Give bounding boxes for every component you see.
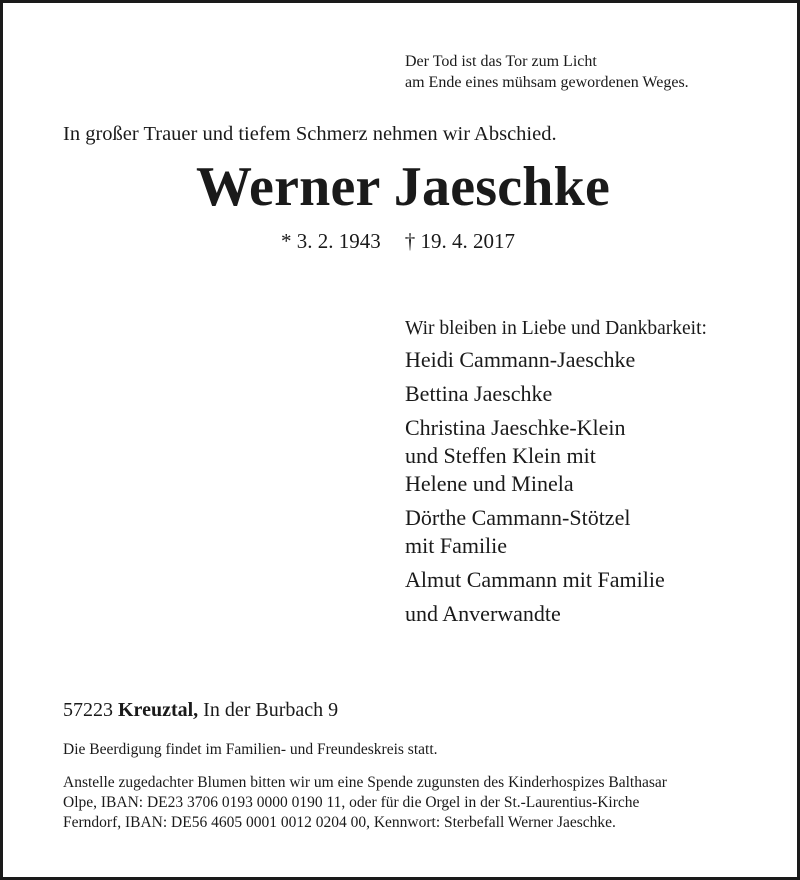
motto-line-2: am Ende eines mühsam gewordenen Weges. xyxy=(405,74,689,91)
mourner-entry xyxy=(405,504,665,560)
address-zip: 57223 xyxy=(63,699,113,721)
deceased-name: Werner Jaeschke xyxy=(195,156,611,218)
mourner-line: Helene und Minela xyxy=(405,471,574,496)
mourner-entry xyxy=(405,380,665,408)
mourner-line: und Anverwandte xyxy=(405,601,561,626)
donation-line: Olpe, IBAN: DE23 3706 0193 0000 0190 11, oder für die Orgel in der St.-Laurentius-Kirche xyxy=(63,794,640,811)
funeral-note: Die Beerdigung findet im Familien- und Freundeskreis statt. xyxy=(63,741,438,758)
mourner-entry xyxy=(405,566,665,594)
motto-quote xyxy=(405,51,689,93)
life-dates xyxy=(281,228,515,254)
mourner-entry xyxy=(405,414,665,498)
birth-date: * 3. 2. 1943 xyxy=(281,229,381,253)
mourner-line: und Steffen Klein mit xyxy=(405,443,596,468)
intro-text: In großer Trauer und tiefem Schmerz nehmen wir Abschied. xyxy=(63,123,557,145)
mourner-line: Dörthe Cammann-Stötzel xyxy=(405,505,631,530)
donation-note xyxy=(63,773,763,833)
mourners-list xyxy=(405,346,665,634)
mourner-line: Christina Jaeschke-Klein xyxy=(405,415,626,440)
address xyxy=(63,697,338,723)
mourner-line: mit Familie xyxy=(405,533,508,558)
mourner-entry xyxy=(405,346,665,374)
death-date: † 19. 4. 2017 xyxy=(404,229,515,253)
address-city: Kreuztal, xyxy=(118,699,199,721)
family-intro: Wir bleiben in Liebe und Dankbarkeit: xyxy=(405,318,707,339)
mourner-line: Almut Cammann mit Familie xyxy=(405,567,665,592)
donation-line: Ferndorf, IBAN: DE56 4605 0001 0012 0204 00, Kennwort: Sterbefall Werner Jaeschke. xyxy=(63,814,616,831)
mourner-line: Bettina Jaeschke xyxy=(405,381,553,406)
donation-line: Anstelle zugedachter Blumen bitten wir um eine Spende zugunsten des Kinderhospizes Balthasar xyxy=(63,774,667,791)
address-street: In der Burbach 9 xyxy=(203,699,339,721)
mourner-line: Heidi Cammann-Jaeschke xyxy=(405,347,636,372)
motto-line-1: Der Tod ist das Tor zum Licht xyxy=(405,53,597,70)
mourner-entry xyxy=(405,600,665,628)
